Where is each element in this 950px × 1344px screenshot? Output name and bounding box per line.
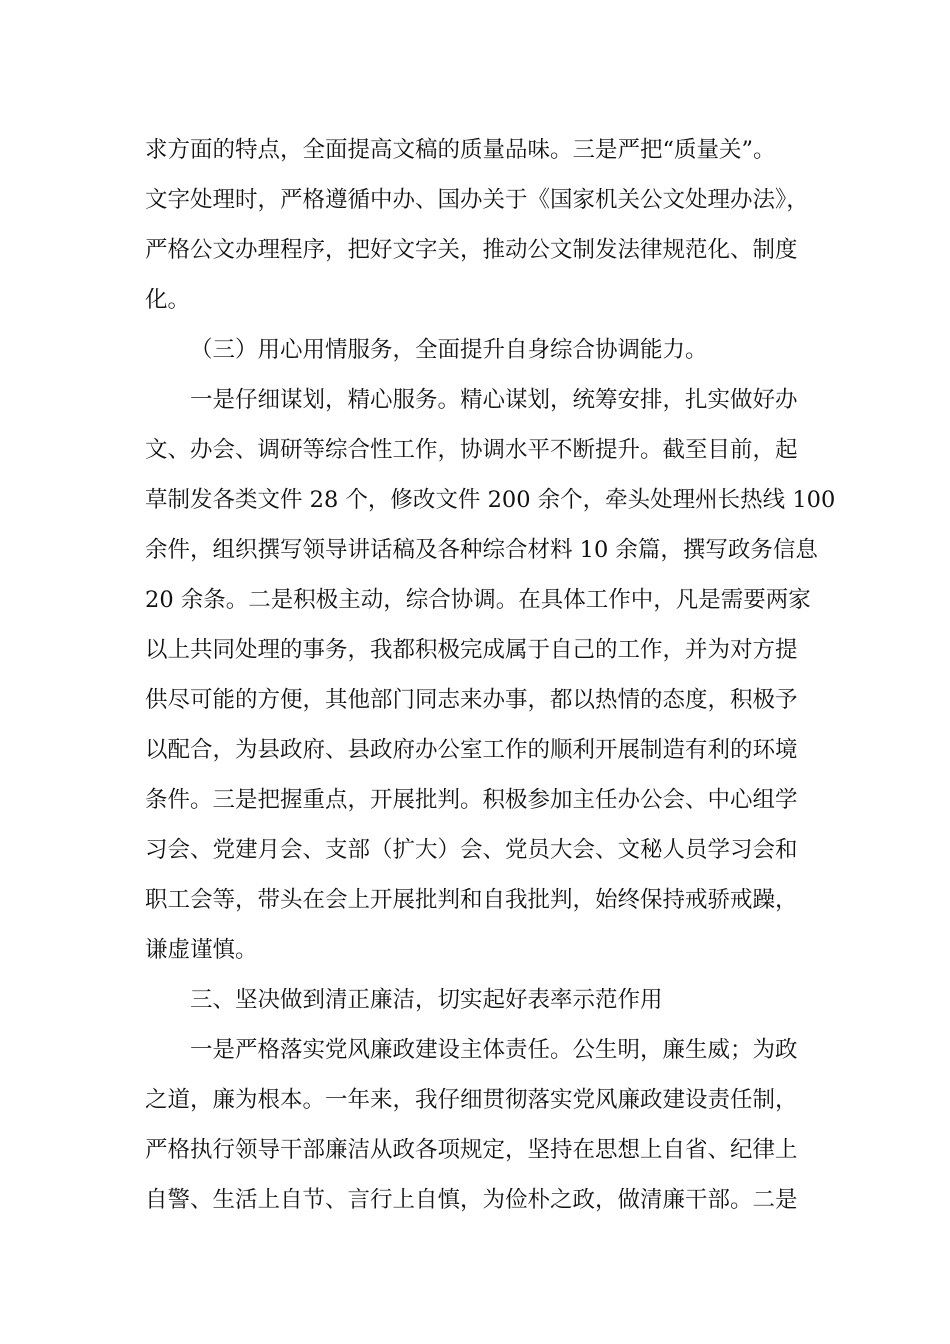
body-text-line: 草制发各类文件 28 个，修改文件 200 余个，牵头处理州长热线 100: [145, 487, 836, 513]
body-text-line: 之道，廉为根本。一年来，我仔细贯彻落实党风廉政建设责任制，: [145, 1087, 798, 1113]
body-text-line: 谦虚谨慎。: [145, 937, 258, 963]
body-text-line: 化。: [145, 287, 191, 313]
body-text-line: 自警、生活上自节、言行上自慎，为俭朴之政，做清廉干部。二是: [145, 1187, 798, 1213]
body-text-line: 一是严格落实党风廉政建设主体责任。公生明，廉生威；为政: [190, 1037, 798, 1063]
body-text-line: 职工会等，带头在会上开展批判和自我批判，始终保持戒骄戒躁，: [145, 887, 798, 913]
body-text-line: 一是仔细谋划，精心服务。精心谋划，统筹安排，扎实做好办: [190, 387, 798, 413]
body-text-line: 文字处理时，严格遵循中办、国办关于《国家机关公文处理办法》，: [145, 187, 809, 213]
body-text-line: 20 余条。二是积极主动，综合协调。在具体工作中，凡是需要两家: [145, 587, 811, 613]
body-text-line: 严格执行领导干部廉洁从政各项规定，坚持在思想上自省、纪律上: [145, 1137, 798, 1163]
section-heading: 三、坚决做到清正廉洁，切实起好表率示范作用: [190, 987, 663, 1013]
body-text-line: 条件。三是把握重点，开展批判。积极参加主任办公会、中心组学: [145, 787, 798, 813]
body-text-line: 余件，组织撰写领导讲话稿及各种综合材料 10 余篇，撰写政务信息: [145, 537, 818, 563]
section-heading: （三）用心用情服务，全面提升自身综合协调能力。: [190, 337, 708, 363]
body-text-line: 求方面的特点，全面提高文稿的质量品味。三是严把“质量关”。: [145, 137, 776, 163]
body-text-line: 文、办会、调研等综合性工作，协调水平不断提升。截至目前，起: [145, 437, 798, 463]
body-text-line: 供尽可能的方便，其他部门同志来办事，都以热情的态度，积极予: [145, 687, 798, 713]
body-text-line: 习会、党建月会、支部（扩大）会、党员大会、文秘人员学习会和: [145, 837, 798, 863]
body-text-line: 以配合，为县政府、县政府办公室工作的顺利开展制造有利的环境: [145, 737, 798, 763]
body-text-line: 以上共同处理的事务，我都积极完成属于自己的工作，并为对方提: [145, 637, 798, 663]
body-text-line: 严格公文办理程序，把好文字关，推动公文制发法律规范化、制度: [145, 237, 798, 263]
